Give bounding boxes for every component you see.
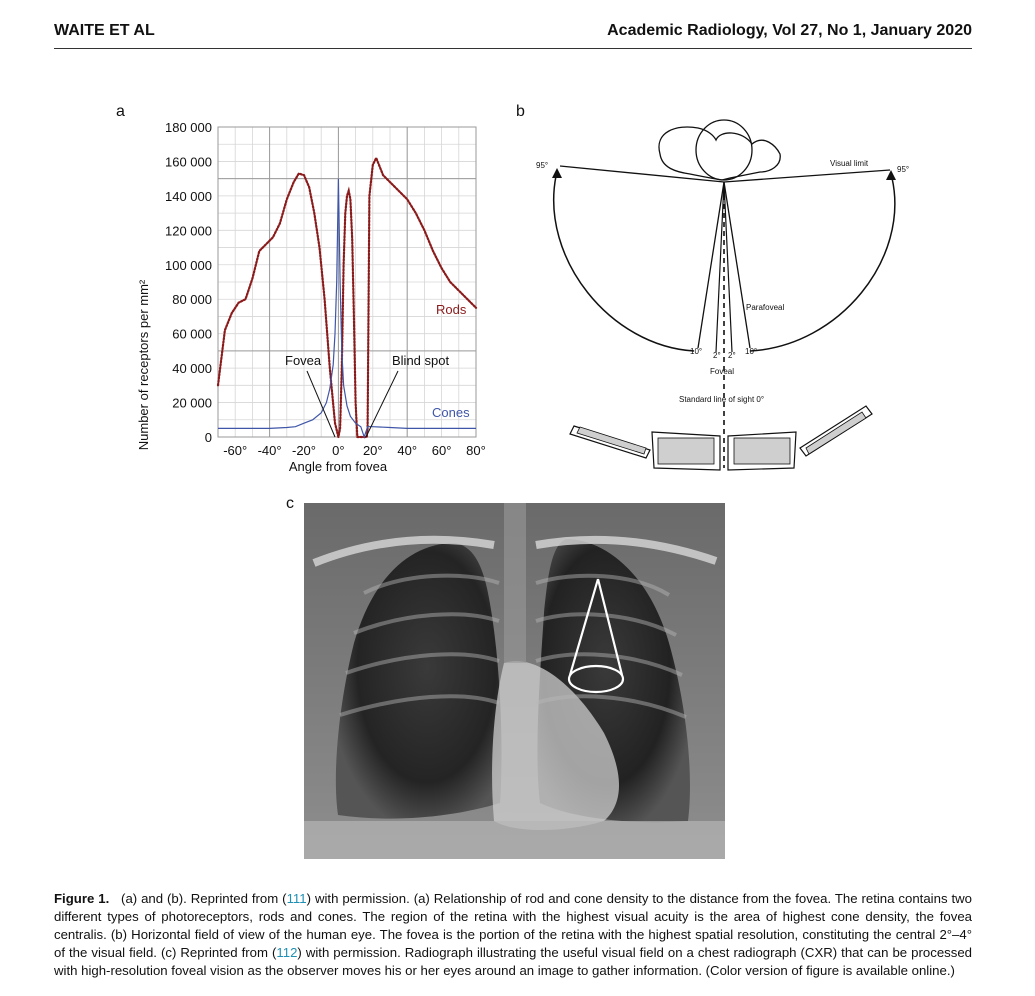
caption-label: Figure 1. bbox=[54, 891, 110, 907]
caption-part1: (a) and (b). Reprinted from ( bbox=[121, 891, 287, 907]
right-10-label: 10° bbox=[745, 347, 758, 356]
x-tick-label: -60° bbox=[223, 443, 248, 458]
fovea-annotation: Fovea bbox=[285, 353, 322, 368]
left-10-label: 10° bbox=[690, 347, 703, 356]
left-field-arc bbox=[554, 176, 694, 351]
right-arrowhead bbox=[886, 170, 896, 180]
visual-limit-label: Visual limit bbox=[830, 159, 869, 168]
monitors bbox=[570, 406, 872, 470]
series-line-rods bbox=[218, 158, 476, 437]
y-axis-label: Number of receptors per mm² bbox=[136, 279, 151, 451]
monitor-left bbox=[652, 432, 720, 470]
chart-series bbox=[218, 158, 476, 437]
lower-abdomen bbox=[304, 821, 725, 859]
monitor-far-left bbox=[570, 426, 650, 458]
parafoveal-label: Parafoveal bbox=[746, 303, 785, 312]
blind-spot-annotation: Blind spot bbox=[392, 353, 450, 368]
y-tick-label: 140 000 bbox=[165, 188, 212, 204]
left-angle-label: 95° bbox=[536, 161, 549, 170]
rods-legend: Rods bbox=[436, 302, 467, 317]
page-header bbox=[54, 20, 972, 49]
y-tick-label: 80 000 bbox=[172, 292, 212, 308]
caption-part2: ) with permission. (a) Relationship of rod and cone density to the distance from the fovea. The retina contains two different types of photoreceptors, rods and cones. The region of the retina with the highest visual acuity is the area of highest cone density, the fovea centralis. (b) Horizontal field of view of the human eye. The fovea is the portion of the retina with the highest spatial resolution, constituting the central 2°–4° of the visual field. (c) Reprinted from ( bbox=[54, 891, 972, 961]
x-tick-label: 0° bbox=[332, 443, 345, 458]
y-tick-label: 0 bbox=[204, 430, 212, 445]
y-tick-label: 180 000 bbox=[165, 120, 212, 135]
trachea bbox=[504, 503, 526, 663]
foveal-label: Foveal bbox=[710, 367, 735, 376]
x-tick-label: -40° bbox=[257, 443, 282, 458]
x-axis-label: Angle from fovea bbox=[288, 459, 388, 474]
caption-ref2[interactable]: 112 bbox=[276, 945, 298, 961]
panel-label-b: b bbox=[516, 103, 525, 120]
y-tick-label: 160 000 bbox=[165, 154, 212, 170]
y-tick-label: 60 000 bbox=[172, 326, 212, 342]
panel-label-a: a bbox=[116, 103, 125, 120]
chart-grid bbox=[218, 127, 476, 437]
x-tick-label: 20° bbox=[362, 443, 383, 458]
field-of-view-diagram bbox=[530, 108, 915, 478]
right-angle-label: 95° bbox=[897, 165, 910, 174]
left-2-label: 2° bbox=[713, 351, 721, 360]
y-tick-label: 100 000 bbox=[165, 257, 212, 273]
right-visual-limit-line bbox=[724, 170, 890, 182]
caption-part3: ) with permission. Radiograph illustrating the useful visual field on a chest radiograph (CXR) that can be processed with high-resolution foveal vision as the observer moves his or her eyes around an image to gather information. (Color version of figure is available online.) bbox=[54, 945, 973, 979]
cones-legend: Cones bbox=[432, 405, 470, 420]
right-2-label: 2° bbox=[728, 351, 736, 360]
x-tick-label: -20° bbox=[292, 443, 316, 458]
running-authors: WAITE ET AL bbox=[54, 22, 155, 39]
journal-citation: Academic Radiology, Vol 27, No 1, January 2020 bbox=[607, 22, 972, 39]
caption-ref1[interactable]: 111 bbox=[286, 891, 307, 907]
chest-radiograph bbox=[304, 503, 725, 859]
left-visual-limit-line bbox=[560, 166, 724, 182]
y-tick-label: 120 000 bbox=[165, 223, 212, 239]
head-outline bbox=[659, 120, 780, 180]
figure-caption bbox=[54, 890, 972, 980]
right-field-arc bbox=[750, 178, 895, 351]
y-tick-label: 40 000 bbox=[172, 361, 212, 377]
panel-label-c: c bbox=[286, 495, 294, 512]
monitor-right bbox=[728, 432, 796, 470]
receptor-density-chart bbox=[130, 115, 500, 480]
monitor-far-right bbox=[800, 406, 872, 456]
x-tick-label: 40° bbox=[397, 443, 418, 458]
standard-line-label: Standard line of sight 0° bbox=[679, 395, 765, 404]
x-tick-label: 60° bbox=[431, 443, 452, 458]
x-tick-label: 80° bbox=[466, 443, 486, 458]
left-arrowhead bbox=[552, 168, 562, 178]
y-tick-label: 20 000 bbox=[172, 395, 212, 411]
